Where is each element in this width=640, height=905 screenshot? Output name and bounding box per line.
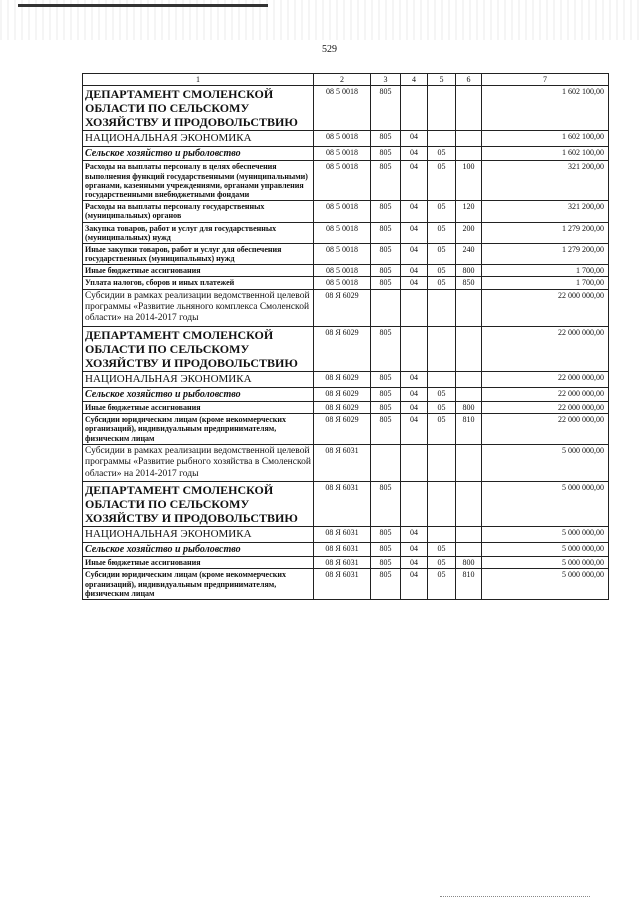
expense-type-cell [456,387,482,402]
table-row [83,569,609,600]
target-article-cell: 08 Я 6031 [314,527,371,543]
table-row [83,414,609,445]
target-article-cell: 08 Я 6029 [314,326,371,371]
amount-cell: 22 000 000,00 [482,326,609,371]
name-cell: Уплата налогов, сборов и иных платежей [83,277,314,289]
expense-type-cell [456,444,482,481]
ministry-code-cell: 805 [371,222,401,243]
target-article-cell: 08 5 0018 [314,277,371,289]
table-row [83,201,609,222]
ministry-code-cell: 805 [371,542,401,557]
expense-type-cell: 120 [456,201,482,222]
subsection-cell: 05 [428,414,456,445]
name-cell: Расходы на выплаты персоналу государственных (муниципальных) органов [83,201,314,222]
subsection-cell [428,444,456,481]
name-cell: ДЕПАРТАМЕНТ СМОЛЕНСКОЙ ОБЛАСТИ ПО СЕЛЬСКОМУ ХОЗЯЙСТВУ И ПРОДОВОЛЬСТВИЮ [83,326,314,371]
ministry-code-cell: 805 [371,402,401,414]
target-article-cell: 08 Я 6029 [314,387,371,402]
amount-cell: 5 000 000,00 [482,444,609,481]
ministry-code-cell: 805 [371,527,401,543]
ministry-code-cell: 805 [371,161,401,201]
table-row [83,86,609,131]
name-cell: НАЦИОНАЛЬНАЯ ЭКОНОМИКА [83,371,314,387]
header-row [83,74,609,86]
target-article-cell: 08 Я 6031 [314,557,371,569]
amount-cell: 22 000 000,00 [482,414,609,445]
section-cell: 04 [401,201,428,222]
expense-type-cell [456,326,482,371]
ministry-code-cell: 805 [371,86,401,131]
target-article-cell: 08 Я 6031 [314,569,371,600]
table-row [83,222,609,243]
section-cell: 04 [401,277,428,289]
target-article-cell: 08 Я 6031 [314,482,371,527]
expense-type-cell [456,146,482,161]
ministry-code-cell: 805 [371,277,401,289]
header-cell-3: 3 [371,74,401,86]
section-cell [401,289,428,326]
table-row [83,444,609,481]
amount-cell: 5 000 000,00 [482,542,609,557]
name-cell: Субсидии в рамках реализации ведомственной целевой программы «Развитие льняного комплекса Смоленской области» на 2014-2017 годы [83,289,314,326]
expense-type-cell: 100 [456,161,482,201]
target-article-cell: 08 Я 6031 [314,542,371,557]
subsection-cell: 05 [428,542,456,557]
subsection-cell: 05 [428,265,456,277]
header-cell-4: 4 [401,74,428,86]
table-row [83,542,609,557]
subsection-cell: 05 [428,161,456,201]
section-cell: 04 [401,371,428,387]
table-row [83,482,609,527]
header-cell-7: 7 [482,74,609,86]
ministry-code-cell: 805 [371,387,401,402]
amount-cell: 22 000 000,00 [482,371,609,387]
table-row [83,557,609,569]
section-cell: 04 [401,557,428,569]
ministry-code-cell: 805 [371,482,401,527]
subsection-cell [428,86,456,131]
target-article-cell: 08 Я 6029 [314,371,371,387]
table-row [83,146,609,161]
ministry-code-cell: 805 [371,146,401,161]
amount-cell: 1 700,00 [482,277,609,289]
expense-type-cell [456,482,482,527]
amount-cell: 5 000 000,00 [482,557,609,569]
amount-cell: 1 279 200,00 [482,222,609,243]
subsection-cell: 05 [428,243,456,264]
ministry-code-cell: 805 [371,326,401,371]
amount-cell: 1 279 200,00 [482,243,609,264]
amount-cell: 1 700,00 [482,265,609,277]
header-cell-6: 6 [456,74,482,86]
name-cell: Субсидии юридическим лицам (кроме некоммерческих организаций), индивидуальным предпринимателям, физическим лицам [83,569,314,600]
table-row [83,161,609,201]
ministry-code-cell: 805 [371,201,401,222]
ministry-code-cell: 805 [371,569,401,600]
expense-type-cell: 800 [456,557,482,569]
target-article-cell: 08 Я 6029 [314,402,371,414]
name-cell: Иные бюджетные ассигнования [83,402,314,414]
table-row [83,243,609,264]
budget-table [82,73,609,600]
header-cell-1: 1 [83,74,314,86]
subsection-cell [428,527,456,543]
expense-type-cell [456,289,482,326]
expense-type-cell [456,131,482,147]
amount-cell: 1 602 100,00 [482,86,609,131]
name-cell: Сельское хозяйство и рыболовство [83,542,314,557]
section-cell [401,326,428,371]
section-cell: 04 [401,265,428,277]
table-body [83,86,609,600]
subsection-cell [428,131,456,147]
subsection-cell [428,326,456,371]
ministry-code-cell: 805 [371,557,401,569]
name-cell: Иные закупки товаров, работ и услуг для обеспечения государственных (муниципальных) нужд [83,243,314,264]
expense-type-cell: 850 [456,277,482,289]
header-cell-2: 2 [314,74,371,86]
target-article-cell: 08 Я 6031 [314,444,371,481]
expense-type-cell: 810 [456,414,482,445]
name-cell: Иные бюджетные ассигнования [83,265,314,277]
section-cell: 04 [401,387,428,402]
amount-cell: 22 000 000,00 [482,387,609,402]
ministry-code-cell: 805 [371,265,401,277]
amount-cell: 1 602 100,00 [482,131,609,147]
section-cell: 04 [401,569,428,600]
target-article-cell: 08 5 0018 [314,131,371,147]
table-row [83,289,609,326]
table-row [83,402,609,414]
amount-cell: 5 000 000,00 [482,527,609,543]
table-row [83,371,609,387]
expense-type-cell: 800 [456,265,482,277]
name-cell: ДЕПАРТАМЕНТ СМОЛЕНСКОЙ ОБЛАСТИ ПО СЕЛЬСКОМУ ХОЗЯЙСТВУ И ПРОДОВОЛЬСТВИЮ [83,86,314,131]
section-cell: 04 [401,402,428,414]
section-cell [401,444,428,481]
name-cell: НАЦИОНАЛЬНАЯ ЭКОНОМИКА [83,131,314,147]
target-article-cell: 08 5 0018 [314,86,371,131]
amount-cell: 1 602 100,00 [482,146,609,161]
expense-type-cell [456,527,482,543]
target-article-cell: 08 Я 6029 [314,289,371,326]
subsection-cell: 05 [428,146,456,161]
section-cell: 04 [401,542,428,557]
expense-type-cell: 800 [456,402,482,414]
name-cell: Сельское хозяйство и рыболовство [83,387,314,402]
amount-cell: 22 000 000,00 [482,289,609,326]
name-cell: Сельское хозяйство и рыболовство [83,146,314,161]
ministry-code-cell: 805 [371,371,401,387]
table-row [83,387,609,402]
section-cell: 04 [401,222,428,243]
target-article-cell: 08 5 0018 [314,201,371,222]
name-cell: Субсидии в рамках реализации ведомственной целевой программы «Развитие рыбного хозяйства в Смоленской области» на 2014-2017 годы [83,444,314,481]
top-rule [18,4,268,7]
subsection-cell: 05 [428,402,456,414]
subsection-cell: 05 [428,569,456,600]
expense-type-cell [456,542,482,557]
ministry-code-cell [371,444,401,481]
name-cell: Расходы на выплаты персоналу в целях обеспечения выполнения функций государственными (муниципальными) органами, казенными учреждениями, органами управления государственными внебюджетными фондами [83,161,314,201]
table-row [83,277,609,289]
ministry-code-cell [371,289,401,326]
table-row [83,527,609,543]
target-article-cell: 08 5 0018 [314,265,371,277]
target-article-cell: 08 5 0018 [314,243,371,264]
subsection-cell [428,482,456,527]
expense-type-cell: 200 [456,222,482,243]
amount-cell: 5 000 000,00 [482,569,609,600]
ministry-code-cell: 805 [371,414,401,445]
subsection-cell: 05 [428,277,456,289]
subsection-cell [428,371,456,387]
table-row [83,131,609,147]
subsection-cell [428,289,456,326]
target-article-cell: 08 5 0018 [314,146,371,161]
section-cell: 04 [401,161,428,201]
name-cell: НАЦИОНАЛЬНАЯ ЭКОНОМИКА [83,527,314,543]
expense-type-cell [456,371,482,387]
subsection-cell: 05 [428,222,456,243]
expense-type-cell: 810 [456,569,482,600]
amount-cell: 321 200,00 [482,201,609,222]
expense-type-cell [456,86,482,131]
section-cell: 04 [401,527,428,543]
target-article-cell: 08 5 0018 [314,161,371,201]
section-cell [401,86,428,131]
section-cell: 04 [401,414,428,445]
name-cell: Иные бюджетные ассигнования [83,557,314,569]
subsection-cell: 05 [428,387,456,402]
section-cell [401,482,428,527]
expense-type-cell: 240 [456,243,482,264]
header-cell-5: 5 [428,74,456,86]
section-cell: 04 [401,131,428,147]
table-row [83,326,609,371]
amount-cell: 5 000 000,00 [482,482,609,527]
section-cell: 04 [401,243,428,264]
name-cell: ДЕПАРТАМЕНТ СМОЛЕНСКОЙ ОБЛАСТИ ПО СЕЛЬСКОМУ ХОЗЯЙСТВУ И ПРОДОВОЛЬСТВИЮ [83,482,314,527]
name-cell: Субсидии юридическим лицам (кроме некоммерческих организаций), индивидуальным предпринимателям, физическим лицам [83,414,314,445]
ministry-code-cell: 805 [371,131,401,147]
amount-cell: 22 000 000,00 [482,402,609,414]
page-number: 529 [322,44,337,55]
bottom-scan-dots [440,896,590,898]
target-article-cell: 08 Я 6029 [314,414,371,445]
section-cell: 04 [401,146,428,161]
target-article-cell: 08 5 0018 [314,222,371,243]
table-row [83,265,609,277]
subsection-cell: 05 [428,557,456,569]
subsection-cell: 05 [428,201,456,222]
ministry-code-cell: 805 [371,243,401,264]
name-cell: Закупка товаров, работ и услуг для государственных (муниципальных) нужд [83,222,314,243]
amount-cell: 321 200,00 [482,161,609,201]
